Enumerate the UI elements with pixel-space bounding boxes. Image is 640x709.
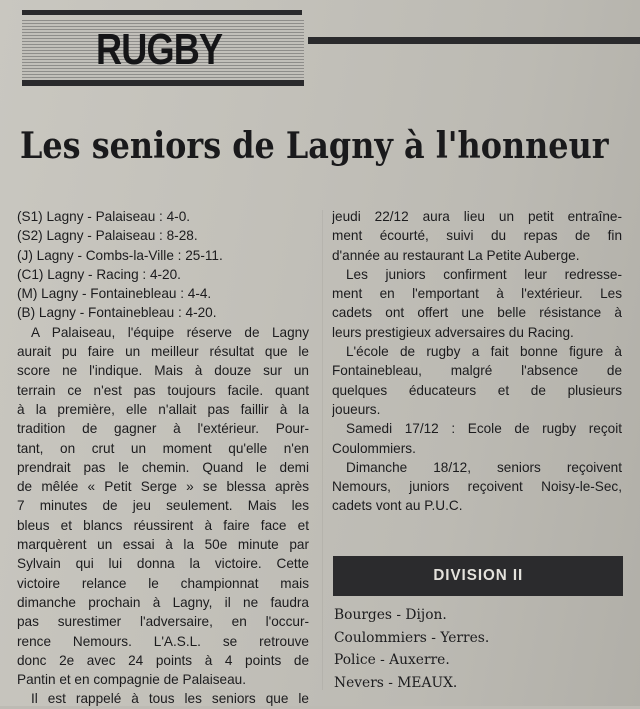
section-title: RUGBY bbox=[96, 25, 223, 74]
body-line: rence Nemours. L'A.S.L. se retrouve bbox=[17, 633, 309, 649]
body-line: pas surestimer l'adversaire, en l'occur- bbox=[17, 614, 309, 630]
fixture-item: Police - Auxerre. bbox=[334, 652, 450, 668]
article-column-right bbox=[332, 207, 622, 516]
body-line: 7 minutes de jeu seulement. Mais les bbox=[17, 498, 309, 514]
body-line: bleus et blancs réussirent à faire face et bbox=[17, 517, 309, 533]
result-line: (J) Lagny - Combs-la-Ville : 25-11. bbox=[17, 247, 223, 263]
result-line: (S2) Lagny - Palaiseau : 8-28. bbox=[17, 228, 198, 244]
body-line: à la première, elle n'allait pas faillir à la bbox=[17, 401, 309, 417]
body-line: Fontainebleau, malgré l'absence de bbox=[332, 363, 622, 379]
body-line: jeudi 22/12 aura lieu un petit entraîne- bbox=[332, 209, 622, 224]
article-column-left bbox=[17, 207, 309, 709]
fixture-item: Bourges - Dijon. bbox=[334, 607, 447, 623]
column-gutter bbox=[322, 210, 323, 690]
body-line: dimanche prochain à Lagny, il ne faudra bbox=[17, 594, 309, 610]
body-line: donc 2e avec 24 points à 4 points de bbox=[17, 652, 309, 668]
body-line: cadets vont au P.U.C. bbox=[332, 498, 463, 514]
body-line: terrain ce n'est pas toujours facile. quant bbox=[17, 382, 309, 398]
body-line: Pantin et en compagnie de Palaiseau. bbox=[17, 672, 246, 688]
body-line: Nemours, juniors reçoivent Noisy-le-Sec, bbox=[332, 479, 622, 495]
header-rule-right bbox=[308, 37, 640, 44]
body-line: Sylvain qui lui donna la victoire. Cette bbox=[17, 556, 309, 572]
body-line: A Palaiseau, l'équipe réserve de Lagny bbox=[31, 324, 309, 340]
body-line: score ne l'indique. Mais à douze sur un bbox=[17, 363, 309, 379]
header-rule-top bbox=[22, 10, 302, 15]
fixture-item: Nevers - MEAUX. bbox=[334, 674, 458, 691]
body-line: de mêlée « Petit Serge » se blessa après bbox=[17, 479, 309, 495]
body-line: Coulommiers. bbox=[332, 440, 416, 456]
body-line: cadets ont offert une belle résistance à bbox=[332, 305, 622, 321]
body-line: Les juniors confirment leur redresse- bbox=[346, 266, 622, 282]
header-rule-bottom bbox=[22, 80, 304, 86]
body-line: joueurs. bbox=[332, 401, 381, 417]
result-line: (S1) Lagny - Palaiseau : 4-0. bbox=[17, 209, 191, 224]
article-headline: Les seniors de Lagny à l'honneur bbox=[20, 125, 609, 167]
division-fixtures bbox=[334, 604, 624, 694]
body-line: Il est rappelé à tous les seniors que le bbox=[31, 691, 309, 707]
body-line: ment écourté, suivi du repas de fin bbox=[332, 228, 622, 244]
result-line: (B) Lagny - Fontainebleau : 4-20. bbox=[17, 305, 217, 321]
body-line: prendrait pas le chemin. Quand le demi bbox=[17, 459, 309, 475]
body-line: tradition de gagner à l'extérieur. Pour- bbox=[17, 421, 309, 437]
body-line: marquèrent un essai à la 50e minute par bbox=[17, 537, 309, 553]
fixture-item: Coulommiers - Yerres. bbox=[334, 629, 490, 646]
body-line: quelques éducateurs et de plusieurs bbox=[332, 382, 622, 398]
division-banner bbox=[333, 556, 623, 596]
result-line: (C1) Lagny - Racing : 4-20. bbox=[17, 266, 181, 282]
body-line: Dimanche 18/12, seniors reçoivent bbox=[346, 459, 622, 475]
result-line: (M) Lagny - Fontainebleau : 4-4. bbox=[17, 286, 212, 302]
body-line: ment en l'emportant à l'extérieur. Les bbox=[332, 286, 622, 302]
body-line: leurs prestigieux adversaires du Racing. bbox=[332, 324, 574, 340]
body-line: d'année au restaurant La Petite Auberge. bbox=[332, 247, 580, 263]
body-line: Samedi 17/12 : Ecole de rugby reçoit bbox=[346, 421, 622, 437]
body-line: victoire relance le championnat mais bbox=[17, 575, 309, 591]
body-line: tant, on crut un moment qu'elle n'en bbox=[17, 440, 309, 456]
body-line: aurait pu faire un meilleur résultat que le bbox=[17, 344, 309, 360]
division-title: DIVISION II bbox=[433, 567, 523, 584]
body-line: L'école de rugby a fait bonne figure à bbox=[346, 344, 622, 360]
